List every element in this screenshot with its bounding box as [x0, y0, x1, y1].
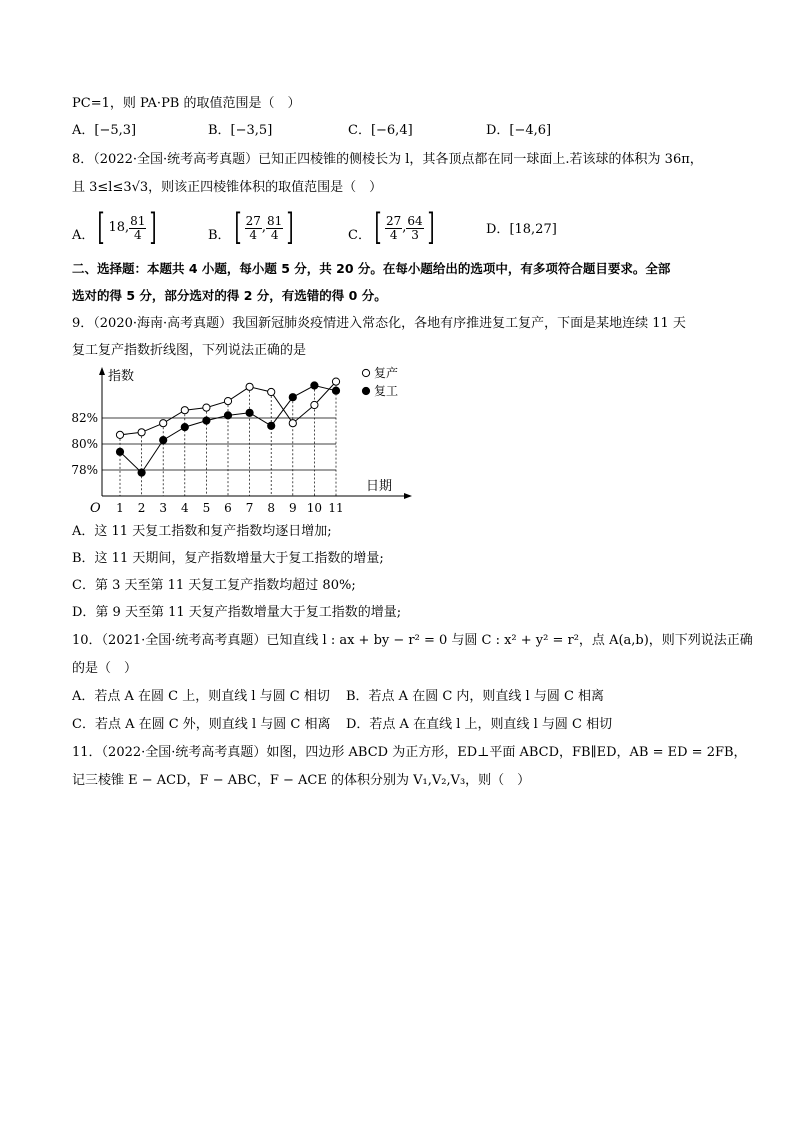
q8-option-c-lden: 4: [389, 227, 398, 242]
fuchan-point-day-7: [246, 383, 253, 390]
x-axis-label: 日期: [366, 479, 393, 494]
q9-line-1: 9．（2020·海南·高考真题）我国新冠肺炎疫情进入常态化，各地有序推进复工复产，下面是某地连续 11 天: [72, 316, 686, 331]
y-axis-arrow: [99, 367, 105, 375]
fugong-point-day-4: [181, 424, 188, 431]
legend-label-fugong: 复工: [374, 384, 399, 398]
fuchan-point-day-11: [332, 378, 339, 385]
fugong-point-day-6: [224, 412, 231, 419]
x-tick-label: 2: [137, 501, 146, 515]
q8-line-2: 且 3≤l≤3√3，则该正四棱锥体积的取值范围是（ ）: [72, 180, 383, 195]
q10-option-a: A．若点 A 在圆 C 上，则直线 l 与圆 C 相切: [72, 689, 330, 704]
q8-option-a-num: 81: [130, 213, 146, 228]
section2-line-2: 选对的得 5 分，部分选对的得 2 分，有选错的得 0 分。: [72, 288, 387, 303]
q8-option-b-label: B．: [208, 228, 231, 243]
q9-option-b: B．这 11 天期间，复产指数增量大于复工指数的增量;: [72, 551, 384, 566]
q8-option-b-den: 4: [270, 227, 279, 242]
q10-option-b: B．若点 A 在圆 C 内，则直线 l 与圆 C 相离: [346, 689, 605, 704]
x-tick-label: 8: [267, 501, 276, 515]
q8-option-b-lnum: 27: [245, 213, 261, 228]
fuchan-point-day-8: [268, 388, 275, 395]
fuchan-point-day-1: [116, 431, 123, 438]
q8-option-d-text: [18,27]: [509, 222, 557, 237]
q10-line-2: 的是（ ）: [72, 661, 138, 676]
fugong-point-day-3: [160, 437, 167, 444]
fugong-point-day-1: [116, 448, 123, 455]
origin-label: O: [90, 501, 101, 516]
y-tick-label: 82%: [71, 411, 98, 425]
q8-option-c-num: 64: [407, 213, 423, 228]
q8-option-b: B． [ $\frac{27}{4}$ , $\frac{81}{4}$ ]: [208, 207, 294, 248]
y-axis-label: 指数: [108, 369, 135, 384]
fuchan-point-day-3: [160, 420, 167, 427]
q8-option-a: A． [ 18 , $\frac{81}{4}$ ]: [72, 207, 157, 248]
x-tick-label: 5: [202, 501, 211, 515]
x-tick-label: 11: [328, 501, 344, 515]
y-tick-label: 78%: [71, 463, 98, 477]
q8-option-c: C． [ $\frac{27}{4}$ , $\frac{64}{3}$ ]: [348, 207, 435, 248]
fugong-point-day-8: [268, 422, 275, 429]
q11-line-2: 记三棱锥 E − ACD，F − ABC，F − ACE 的体积分别为 V₁,V₂,V₃，则（ ）: [72, 773, 531, 788]
legend-label-fuchan: 复产: [374, 366, 399, 380]
fugong-point-day-10: [311, 382, 318, 389]
fugong-point-day-5: [203, 417, 210, 424]
q8-option-a-left: 18: [108, 220, 125, 235]
q8-option-d: [486, 221, 557, 239]
q7-tail-line: PC=1，则 PA·PB 的取值范围是（ ）: [72, 96, 301, 111]
y-tick-label: 80%: [71, 437, 98, 451]
legend-marker-fuchan: [362, 369, 369, 376]
index-line-chart: [71, 363, 420, 523]
q10-option-d: D．若点 A 在直线 l 上，则直线 l 与圆 C 相切: [346, 717, 613, 732]
q8-option-a-label: A．: [72, 228, 95, 243]
q8-option-c-lnum: 27: [386, 213, 402, 228]
q9-option-d: D．第 9 天至第 11 天复产指数增量大于复工指数的增量;: [72, 605, 402, 620]
x-tick-label: 3: [159, 501, 168, 515]
fugong-point-day-2: [138, 469, 145, 476]
fugong-point-day-11: [332, 387, 339, 394]
q8-option-d-label: D．: [486, 222, 510, 237]
q8-option-b-num: 81: [267, 213, 283, 228]
q8-line-1: 8．（2022·全国·统考高考真题）已知正四棱锥的侧棱长为 l，其各顶点都在同一球面上.若该球的体积为 36π，: [72, 152, 703, 167]
x-tick-label: 9: [288, 501, 297, 515]
fuchan-point-day-2: [138, 429, 145, 436]
fuchan-point-day-6: [224, 398, 231, 405]
section2-line-1: 二、选择题：本题共 4 小题，每小题 5 分，共 20 分。在每小题给出的选项中，有多项符合题目要求。全部: [72, 261, 671, 276]
q7-option-d: D．[−4,6]: [486, 123, 552, 138]
q7-option-a: A．[−5,3]: [72, 123, 137, 138]
q8-option-a-den: 4: [133, 227, 142, 242]
q11-line-1: 11．（2022·全国·统考高考真题）如图，四边形 ABCD 为正方形，ED⊥平面 ABCD，FB∥ED，AB = ED = 2FB，: [72, 745, 747, 760]
q10-line-1: 10．（2021·全国·统考高考真题）已知直线 l : ax + by − r² = 0 与圆 C : x² + y² = r²，点 A(a,b)，则下列说法正确: [72, 633, 753, 648]
chart-gridlines: [102, 418, 336, 470]
fuchan-point-day-4: [181, 407, 188, 414]
fuchan-point-day-5: [203, 404, 210, 411]
q8-option-b-lden: 4: [249, 227, 258, 242]
q9-option-c: C．第 3 天至第 11 天复工复产指数均超过 80%;: [72, 578, 356, 593]
q9-line-2: 复工复产指数折线图，下列说法正确的是: [72, 343, 307, 358]
q10-option-c: C．若点 A 在圆 C 外，则直线 l 与圆 C 相离: [72, 717, 331, 732]
x-tick-label: 4: [180, 501, 189, 515]
x-tick-label: 1: [116, 501, 124, 515]
q7-option-c: C．[−6,4]: [348, 123, 413, 138]
fuchan-point-day-9: [289, 420, 296, 427]
q8-option-c-label: C．: [348, 228, 371, 243]
q8-option-c-den: 3: [411, 227, 419, 242]
legend-marker-fugong: [362, 387, 369, 394]
x-axis-arrow: [404, 493, 412, 499]
fuchan-point-day-10: [311, 401, 318, 408]
x-tick-label: 10: [306, 501, 323, 515]
x-tick-label: 6: [224, 501, 232, 515]
x-tick-label: 7: [245, 501, 254, 515]
q9-option-a: A．这 11 天复工指数和复产指数均逐日增加;: [72, 524, 332, 539]
fugong-point-day-9: [289, 394, 296, 401]
q7-option-b: B．[−3,5]: [208, 123, 273, 138]
fugong-point-day-7: [246, 409, 253, 416]
